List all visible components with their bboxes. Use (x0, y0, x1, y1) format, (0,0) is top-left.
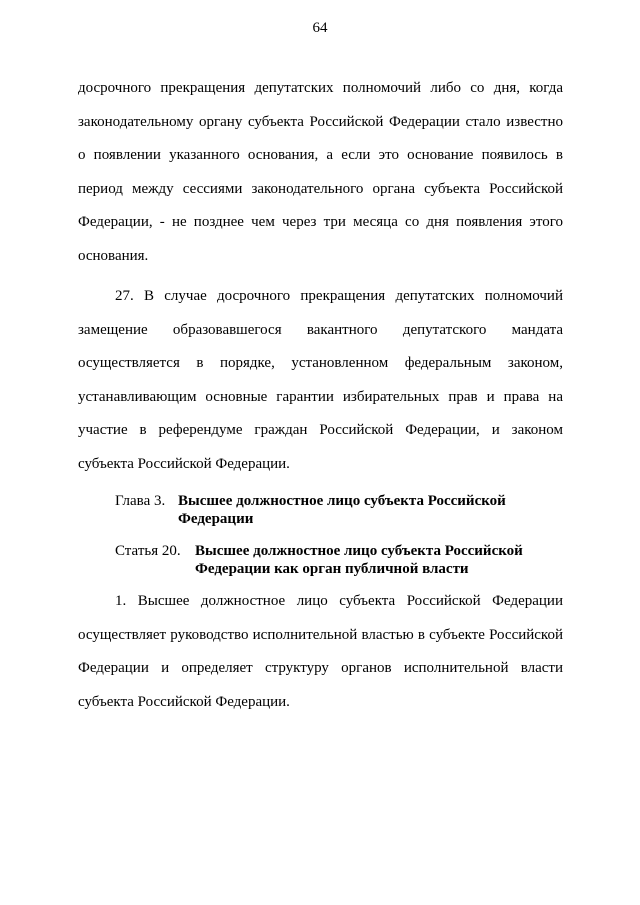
text-line: Федерации и определяет структуру органов исполнительной власти (78, 660, 563, 676)
text-line: субъекта Российской Федерации. (78, 455, 290, 472)
text-line: основания. (78, 247, 149, 264)
chapter-label: Глава 3. (115, 493, 166, 509)
article-title-text: Федерации как орган публичной власти (195, 561, 469, 577)
chapter-title-text: Федерации (178, 511, 254, 527)
text-line: участие в референдуме граждан Российской Федерации, и законом (78, 422, 563, 438)
text-line: о появлении указанного основания, а если это основание появилось в (78, 147, 563, 163)
article-title-text: Высшее должностное лицо субъекта Российской (195, 543, 523, 559)
text-line: 27. В случае досрочного прекращения депутатских полномочий (115, 288, 563, 304)
text-line: осуществляет руководство исполнительной властью в субъекте Российской (78, 626, 563, 643)
chapter-title-line2 (178, 510, 253, 528)
text-line: Федерации, - не позднее чем через три месяца со дня появления этого (78, 214, 563, 230)
text-line: устанавливающим основные гарантии избирательных прав и права на (78, 388, 563, 405)
article-title-line2 (195, 560, 469, 578)
text-line: досрочного прекращения депутатских полномочий либо со дня, когда (78, 80, 563, 96)
text-line: субъекта Российской Федерации. (78, 693, 290, 710)
text-line: 1. Высшее должностное лицо субъекта Российской Федерации (115, 593, 563, 609)
chapter-title-line1 (178, 492, 506, 510)
chapter-title-text: Высшее должностное лицо субъекта Российской (178, 493, 506, 509)
text-line: замещение образовавшегося вакантного депутатского мандата (78, 321, 563, 338)
text-line: законодательному органу субъекта Российской Федерации стало известно (78, 113, 563, 130)
page-number: 64 (312, 20, 328, 36)
article-label: Статья 20. (115, 543, 181, 559)
text-line: осуществляется в порядке, установленном федеральным законом, (78, 355, 563, 371)
text-line: период между сессиями законодательного органа субъекта Российской (78, 180, 563, 197)
article-title-line1 (195, 542, 523, 560)
